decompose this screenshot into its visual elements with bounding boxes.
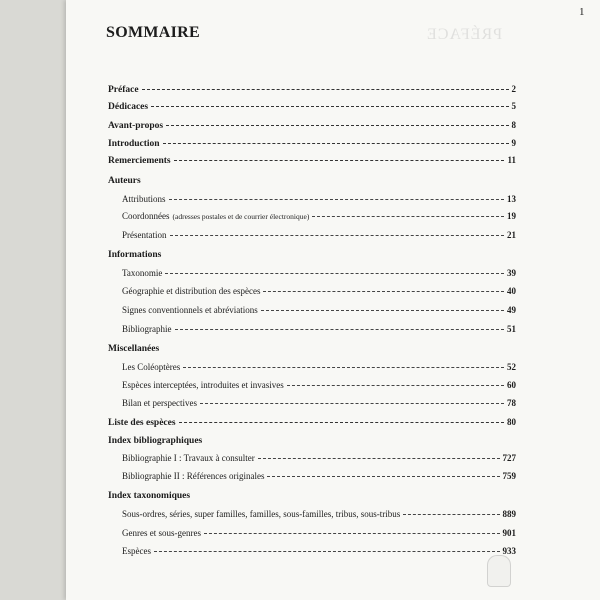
- section-heading-miscellanees: Miscellanées: [108, 344, 160, 354]
- leader-dots: [258, 458, 500, 459]
- leader-dots: [175, 329, 505, 330]
- toc-label: Genres et sous-genres: [122, 528, 201, 538]
- toc-page: 8: [511, 120, 516, 130]
- page-number: 1: [579, 6, 585, 18]
- toc-label: Espèces interceptées, introduites et invasives: [122, 380, 284, 390]
- toc-page: 80: [507, 417, 516, 427]
- leader-dots: [170, 235, 505, 236]
- toc-page: 759: [502, 471, 516, 481]
- toc-label: Liste des espèces: [108, 418, 176, 428]
- leader-dots: [154, 551, 500, 552]
- section-heading-informations: Informations: [108, 250, 162, 260]
- toc-label: Coordonnées: [122, 211, 170, 221]
- leader-dots: [166, 125, 508, 126]
- toc-entry-bibliographie-1[interactable]: [122, 453, 516, 463]
- leader-dots: [263, 291, 504, 292]
- toc-page: 40: [507, 286, 516, 296]
- toc-page: 39: [507, 268, 516, 278]
- toc-label: Taxonomie: [122, 268, 163, 278]
- toc-label: Sous-ordres, séries, super familles, familles, sous-familles, tribus, sous-tribus: [122, 509, 401, 519]
- toc-entry-coordonnees[interactable]: [122, 211, 516, 221]
- toc-label: Présentation: [122, 230, 167, 240]
- leader-dots: [267, 476, 499, 477]
- toc-page: 901: [502, 528, 516, 538]
- toc-page: 2: [511, 84, 516, 94]
- leader-dots: [142, 89, 509, 90]
- toc-entry-remerciements[interactable]: [108, 155, 516, 166]
- toc-page: 727: [502, 453, 516, 463]
- leader-dots: [169, 199, 504, 200]
- toc-label: Attributions: [122, 194, 166, 204]
- section-heading-index-bibliographiques: Index bibliographiques: [108, 436, 203, 446]
- leader-dots: [165, 273, 504, 274]
- leader-dots: [151, 106, 508, 107]
- leader-dots: [200, 403, 504, 404]
- toc-entry-bibliographie[interactable]: [122, 324, 516, 334]
- toc-entry-genres[interactable]: [122, 528, 516, 538]
- toc-label: Dédicaces: [108, 102, 149, 112]
- toc-entry-avant-propos[interactable]: [108, 120, 516, 131]
- toc-entry-especes-interceptees[interactable]: [122, 380, 516, 390]
- toc-label: Remerciements: [108, 156, 171, 166]
- toc-label: Avant-propos: [108, 121, 164, 131]
- toc-entry-sous-ordres[interactable]: [122, 509, 516, 519]
- toc-entry-dedicaces[interactable]: [108, 101, 516, 112]
- toc-label: Préface: [108, 85, 139, 95]
- leader-dots: [163, 143, 509, 144]
- toc-page: 13: [507, 194, 516, 204]
- toc-label: Bibliographie I : Travaux à consulter: [122, 453, 255, 463]
- toc-entry-introduction[interactable]: [108, 138, 516, 149]
- toc-label: Les Coléoptères: [122, 362, 181, 372]
- toc-page: 21: [507, 230, 516, 240]
- toc-page: 9: [511, 138, 516, 148]
- toc-entry-taxonomie[interactable]: [122, 268, 516, 278]
- toc-page: 60: [507, 380, 516, 390]
- toc-entry-liste-especes[interactable]: [108, 417, 516, 428]
- leader-dots: [403, 514, 499, 515]
- show-through-logo: [487, 555, 511, 587]
- toc-label-note: (adresses postales et de courrier électronique): [172, 212, 310, 221]
- toc-label: Bilan et perspectives: [122, 398, 197, 408]
- toc-label: Géographie et distribution des espèces: [122, 286, 261, 296]
- toc-label: Bibliographie II : Références originales: [122, 471, 265, 481]
- toc-page: 51: [507, 324, 516, 334]
- toc-entry-geographie[interactable]: [122, 286, 516, 296]
- toc-page: 889: [502, 509, 516, 519]
- section-heading-index-taxonomiques: Index taxonomiques: [108, 491, 191, 501]
- toc-entry-presentation[interactable]: [122, 230, 516, 240]
- leader-dots: [204, 533, 500, 534]
- toc-entry-especes[interactable]: [122, 546, 516, 556]
- toc-label: Bibliographie: [122, 324, 172, 334]
- toc-entry-preface[interactable]: [108, 84, 516, 95]
- toc-entry-attributions[interactable]: [122, 194, 516, 204]
- toc-label: Introduction: [108, 139, 160, 149]
- toc-page: 11: [507, 155, 516, 165]
- toc-page: 933: [502, 546, 516, 556]
- toc-entry-bilan[interactable]: [122, 398, 516, 408]
- show-through-text: PRÉFACE: [426, 26, 503, 43]
- leader-dots: [312, 216, 504, 217]
- toc-page: 78: [507, 398, 516, 408]
- toc-page: 19: [507, 211, 516, 221]
- leader-dots: [183, 367, 504, 368]
- leader-dots: [179, 422, 504, 423]
- toc-label: Espèces: [122, 546, 151, 556]
- toc-page: 52: [507, 362, 516, 372]
- leader-dots: [287, 385, 504, 386]
- toc-entry-bibliographie-2[interactable]: [122, 471, 516, 481]
- section-heading-auteurs: Auteurs: [108, 176, 141, 186]
- leader-dots: [261, 310, 504, 311]
- toc-entry-signes[interactable]: [122, 305, 516, 315]
- toc-page: 49: [507, 305, 516, 315]
- toc-entry-coleopteres[interactable]: [122, 362, 516, 372]
- page-title: SOMMAIRE: [106, 24, 200, 41]
- toc-page: 5: [511, 101, 516, 111]
- toc-label: Signes conventionnels et abréviations: [122, 305, 258, 315]
- leader-dots: [174, 160, 505, 161]
